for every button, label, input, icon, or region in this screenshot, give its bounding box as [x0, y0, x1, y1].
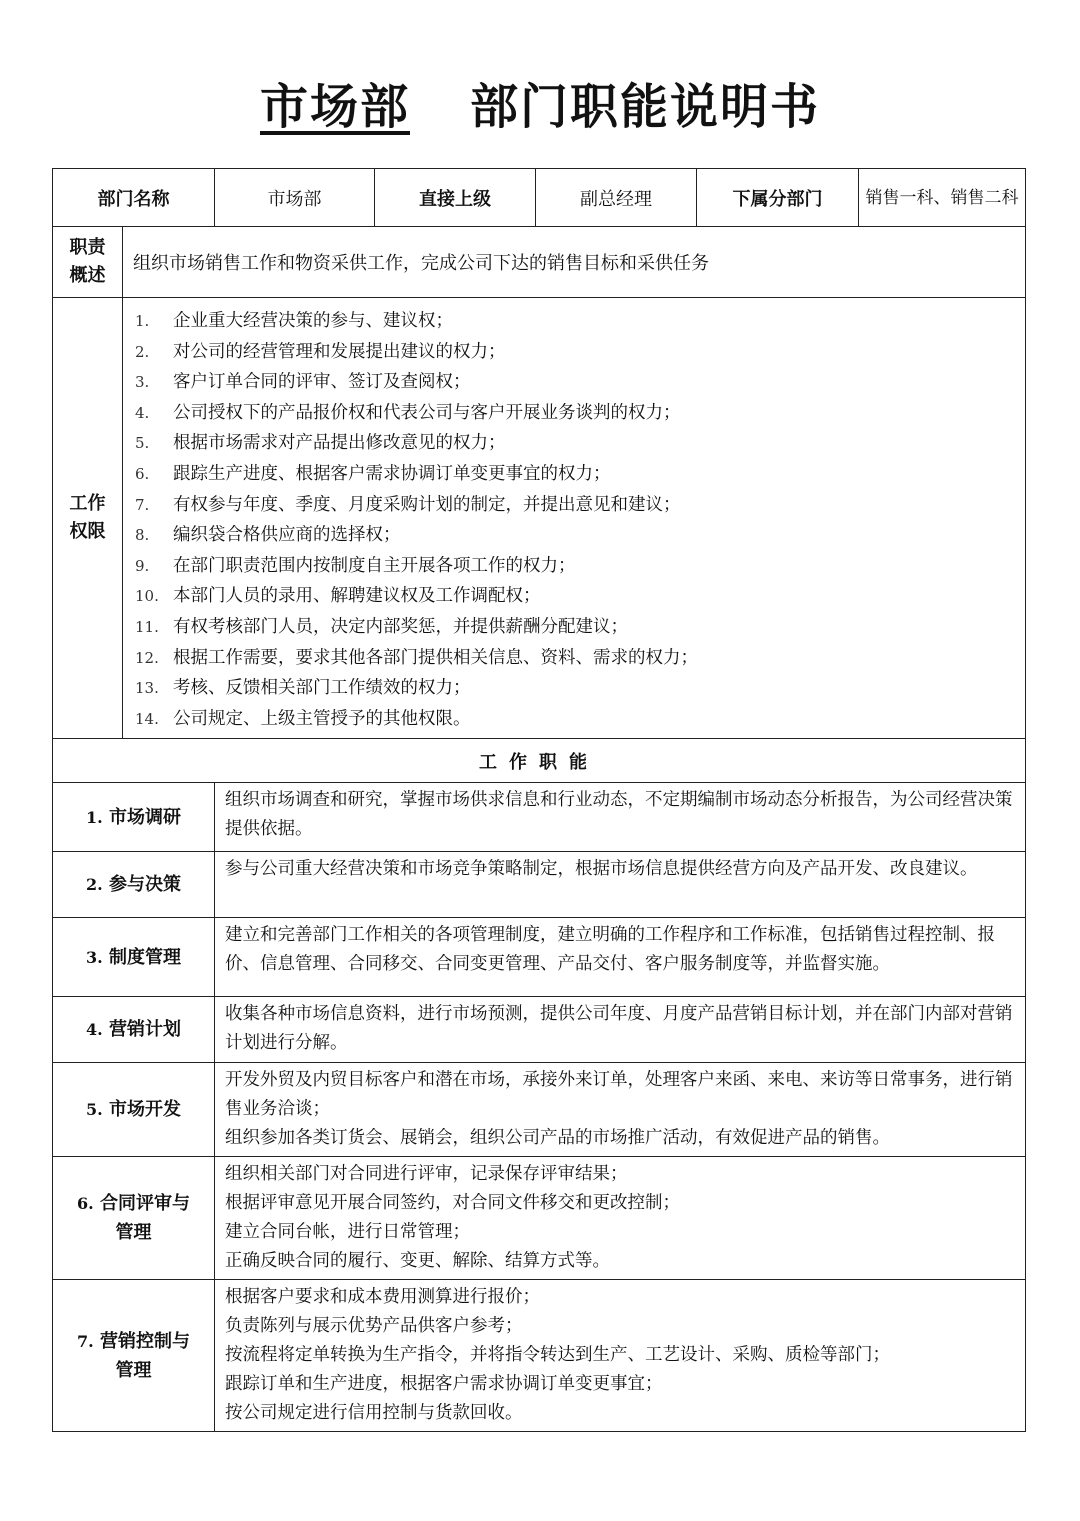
- function-description: [215, 997, 1026, 1063]
- authority-item-text: 根据市场需求对产品提出修改意见的权力；: [173, 433, 506, 454]
- authority-item: [135, 337, 1025, 368]
- authority-item: [135, 704, 1025, 735]
- function-description: [215, 1063, 1026, 1157]
- authority-cell: [123, 298, 1026, 739]
- authority-item-text: 客户订单合同的评审、签订及查阅权；: [173, 372, 471, 393]
- function-name: [53, 783, 215, 852]
- authority-item-number: 2.: [135, 342, 150, 361]
- authority-item-text: 对公司的经营管理和发展提出建议的权力；: [173, 341, 506, 362]
- authority-item: [135, 612, 1025, 643]
- authority-item: [135, 643, 1025, 674]
- function-description: [215, 783, 1026, 852]
- page-title: [0, 72, 1080, 142]
- dept-name-value: 市场部: [215, 169, 375, 227]
- function-description-line: 组织市场调查和研究，掌握市场供求信息和行业动态，不定期编制市场动态分析报告，为公司经营决策提供依据。: [225, 790, 1013, 840]
- job-description-table: [52, 168, 1026, 1432]
- authority-item-text: 有权参与年度、季度、月度采购计划的制定，并提出意见和建议；: [173, 494, 681, 515]
- summary-label: 职责 概述: [53, 227, 123, 298]
- authority-item-text: 考核、反馈相关部门工作绩效的权力；: [173, 678, 471, 699]
- authority-list: [123, 298, 1025, 738]
- authority-item-number: 3.: [135, 373, 150, 392]
- function-name-text: 管理: [115, 1222, 152, 1244]
- function-description-line: 收集各种市场信息资料，进行市场预测，提供公司年度、月度产品营销目标计划，并在部门内部对营销计划进行分解。: [225, 1004, 1013, 1054]
- function-description-line: 负责陈列与展示优势产品供客户参考；: [225, 1316, 523, 1337]
- summary-row: [53, 227, 1026, 298]
- functions-header-row: [53, 739, 1026, 783]
- function-row: [53, 1280, 1026, 1432]
- title-document: 部门职能说明书: [470, 79, 821, 135]
- function-description-line: 建立和完善部门工作相关的各项管理制度，建立明确的工作程序和工作标准，包括销售过程控制、报价、信息管理、合同移交、合同变更管理、产品交付、客户服务制度等，并监督实施。: [225, 925, 995, 975]
- function-row: [53, 852, 1026, 918]
- function-number: 2.: [86, 875, 103, 895]
- function-name-text: 参与决策: [108, 874, 181, 896]
- authority-item-number: 4.: [135, 403, 150, 422]
- function-name-text: 管理: [115, 1359, 152, 1381]
- function-name-text: 营销计划: [108, 1019, 181, 1041]
- function-description-line: 按公司规定进行信用控制与货款回收。: [225, 1403, 523, 1424]
- dept-name-label: 部门名称: [53, 169, 215, 227]
- function-name: [53, 852, 215, 918]
- function-number: 5.: [86, 1100, 103, 1120]
- authority-item: [135, 367, 1025, 398]
- authority-item: [135, 581, 1025, 612]
- authority-item: [135, 520, 1025, 551]
- authority-item-number: 6.: [135, 464, 150, 483]
- function-number: 3.: [86, 947, 103, 967]
- authority-item-number: 5.: [135, 434, 150, 453]
- authority-item: [135, 306, 1025, 337]
- authority-item-number: 9.: [135, 556, 150, 575]
- authority-item: [135, 428, 1025, 459]
- title-department: 市场部: [259, 79, 410, 135]
- function-row: [53, 783, 1026, 852]
- function-name: [53, 1157, 215, 1280]
- function-row: [53, 1157, 1026, 1280]
- summary-text: 组织市场销售工作和物资采供工作，完成公司下达的销售目标和采供任务: [123, 227, 1026, 298]
- superior-value: 副总经理: [536, 169, 697, 227]
- function-name-text: 制度管理: [108, 946, 181, 968]
- authority-item-number: 14.: [135, 709, 159, 728]
- authority-item-text: 本部门人员的录用、解聘建议权及工作调配权；: [173, 586, 541, 607]
- function-number: 1.: [86, 807, 103, 827]
- function-description-line: 组织参加各类订货会、展销会，组织公司产品的市场推广活动，有效促进产品的销售。: [225, 1128, 890, 1149]
- function-name: [53, 918, 215, 997]
- authority-item: [135, 490, 1025, 521]
- function-description-line: 跟踪订单和生产进度，根据客户需求协调订单变更事宜；: [225, 1374, 663, 1395]
- function-description: [215, 1280, 1026, 1432]
- function-number: 6.: [77, 1194, 94, 1214]
- function-row: [53, 918, 1026, 997]
- authority-item-number: 1.: [135, 312, 150, 330]
- function-description-line: 正确反映合同的履行、变更、解除、结算方式等。: [225, 1251, 610, 1272]
- header-row: [53, 169, 1026, 227]
- sub-dept-label: 下属分部门: [697, 169, 859, 227]
- authority-item: [135, 459, 1025, 490]
- function-description-line: 参与公司重大经营决策和市场竞争策略制定，根据市场信息提供经营方向及产品开发、改良建议。: [225, 859, 978, 880]
- function-description-line: 根据评审意见开展合同签约，对合同文件移交和更改控制；: [225, 1193, 680, 1214]
- authority-item-text: 跟踪生产进度、根据客户需求协调订单变更事宜的权力；: [173, 463, 611, 484]
- authority-item-number: 12.: [135, 648, 159, 667]
- function-name: [53, 1280, 215, 1432]
- function-description-line: 根据客户要求和成本费用测算进行报价；: [225, 1287, 540, 1308]
- authority-row: [53, 298, 1026, 739]
- function-description-line: 组织相关部门对合同进行评审，记录保存评审结果；: [225, 1164, 628, 1185]
- function-name: [53, 997, 215, 1063]
- authority-item-text: 公司授权下的产品报价权和代表公司与客户开展业务谈判的权力；: [173, 402, 681, 423]
- functions-body: [53, 783, 1026, 1432]
- function-description: [215, 918, 1026, 997]
- authority-item-number: 7.: [135, 495, 150, 514]
- authority-item-number: 13.: [135, 679, 159, 698]
- authority-item-text: 根据工作需要，要求其他各部门提供相关信息、资料、需求的权力；: [173, 647, 698, 668]
- authority-item-text: 公司规定、上级主管授予的其他权限。: [173, 708, 471, 729]
- authority-item-number: 10.: [135, 587, 159, 606]
- function-description-line: 建立合同台帐，进行日常管理；: [225, 1222, 470, 1243]
- authority-item: [135, 398, 1025, 429]
- function-name-text: 市场开发: [108, 1099, 181, 1121]
- sub-dept-value: 销售一科、销售二科: [859, 169, 1026, 227]
- authority-item-number: 8.: [135, 526, 150, 545]
- function-number: 4.: [86, 1020, 103, 1040]
- function-name-text: 合同评审与: [99, 1193, 190, 1215]
- authority-item: [135, 551, 1025, 582]
- authority-item: [135, 673, 1025, 704]
- function-description: [215, 1157, 1026, 1280]
- functions-header: 工作职能: [53, 739, 1026, 783]
- authority-item-number: 11.: [135, 617, 159, 636]
- function-number: 7.: [77, 1331, 94, 1351]
- function-description-line: 开发外贸及内贸目标客户和潜在市场，承接外来订单，处理客户来函、来电、来访等日常事务，进行销售业务洽谈；: [225, 1070, 1013, 1120]
- function-name-text: 市场调研: [108, 806, 181, 828]
- authority-item-text: 企业重大经营决策的参与、建议权；: [173, 311, 453, 331]
- function-description: [215, 852, 1026, 918]
- function-name: [53, 1063, 215, 1157]
- authority-label: 工作 权限: [53, 298, 123, 739]
- function-row: [53, 1063, 1026, 1157]
- authority-item-text: 有权考核部门人员，决定内部奖惩，并提供薪酬分配建议；: [173, 616, 628, 637]
- superior-label: 直接上级: [375, 169, 536, 227]
- function-description-line: 按流程将定单转换为生产指令，并将指令转达到生产、工艺设计、采购、质检等部门；: [225, 1345, 890, 1366]
- authority-item-text: 在部门职责范围内按制度自主开展各项工作的权力；: [173, 555, 576, 576]
- function-row: [53, 997, 1026, 1063]
- authority-item-text: 编织袋合格供应商的选择权；: [173, 525, 401, 546]
- function-name-text: 营销控制与: [99, 1330, 190, 1352]
